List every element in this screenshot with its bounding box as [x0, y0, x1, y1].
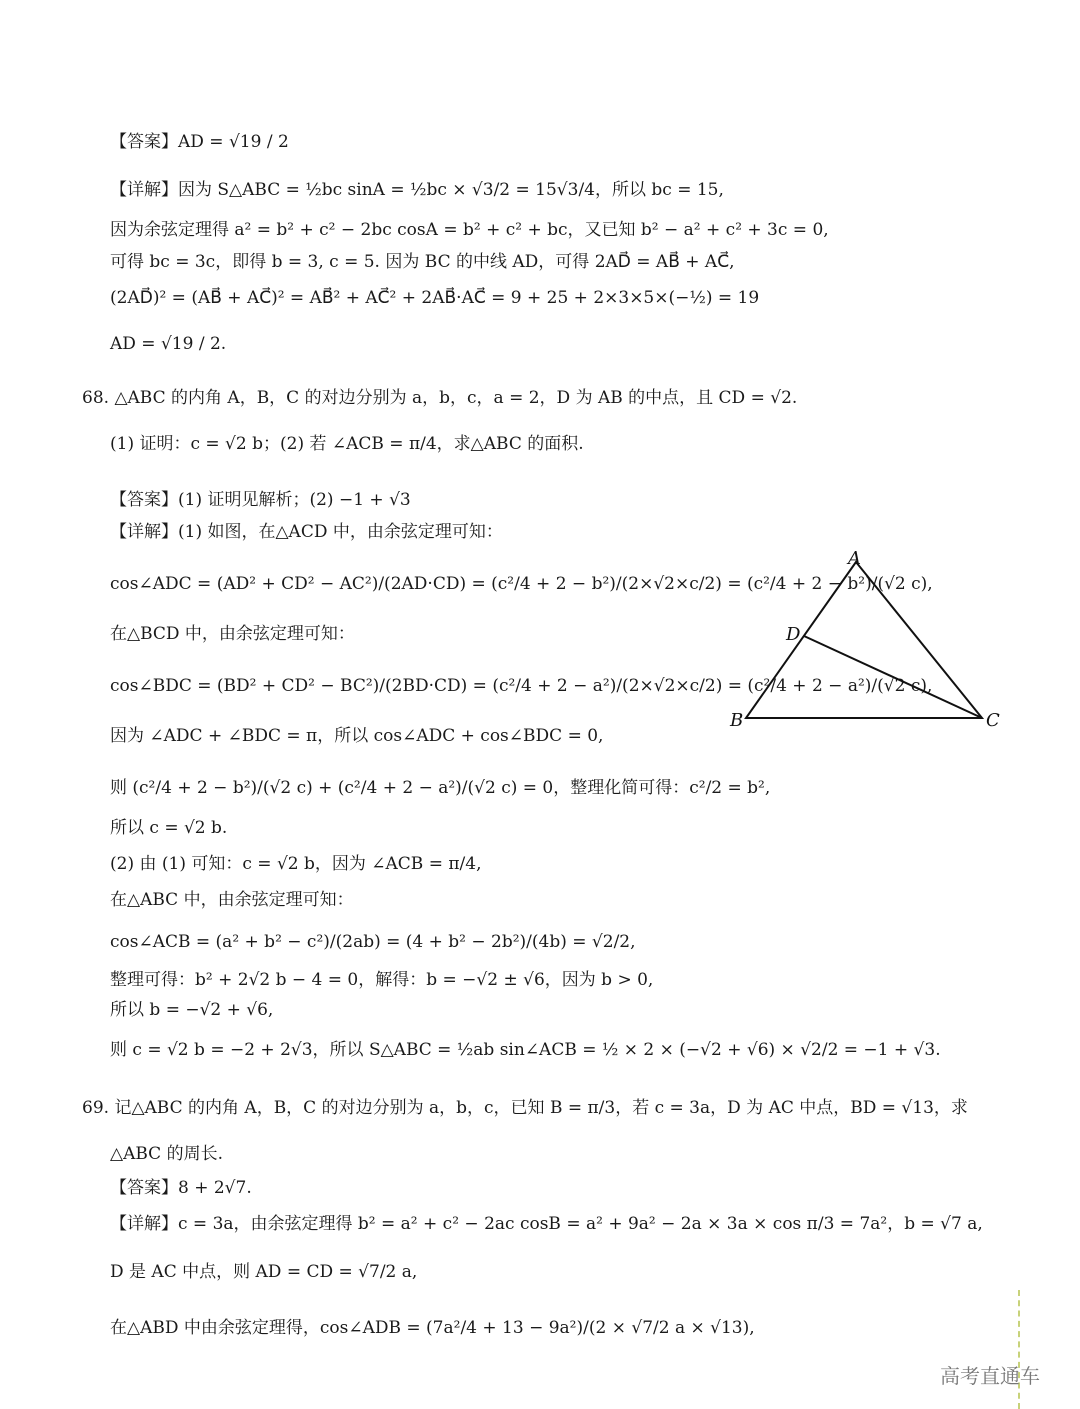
text-line: 整理可得：b² + 2√2 b − 4 = 0，解得：b = −√2 ± √6，因为 b > 0, — [110, 970, 654, 990]
text-line: cos∠ADC = (AD² + CD² − AC²)/(2AD·CD) = (c²/4 + 2 − b²)/(2×√2×c/2) = (c²/4 + 2 − b²)/(√2 c), — [110, 574, 933, 594]
question-line: 69. 记△ABC 的内角 A，B，C 的对边分别为 a，b，c，已知 B = π/3，若 c = 3a，D 为 AC 中点，BD = √13，求 — [82, 1098, 968, 1118]
question-line: 68. △ABC 的内角 A，B，C 的对边分别为 a，b，c，a = 2，D 为 AB 的中点，且 CD = √2. — [82, 388, 798, 408]
text-line: 在△ABC 中，由余弦定理可知： — [110, 890, 354, 910]
text-line: D 是 AC 中点，则 AD = CD = √7/2 a, — [110, 1262, 418, 1282]
label-d: D — [786, 624, 801, 645]
text-line: 所以 b = −√2 + √6, — [110, 1000, 274, 1020]
text-line: 【答案】8 + 2√7. — [110, 1178, 252, 1198]
text-line: 【详解】(1) 如图，在△ACD 中，由余弦定理可知： — [110, 522, 503, 542]
text-line: 【详解】因为 S△ABC = ½bc sinA = ½bc × √3/2 = 15√3/4，所以 bc = 15, — [110, 180, 724, 200]
text-line: 【答案】(1) 证明见解析；(2) −1 + √3 — [110, 490, 411, 510]
label-c: C — [986, 710, 1000, 731]
text-line: 可得 bc = 3c，即得 b = 3, c = 5. 因为 BC 的中线 AD，可得 2AD⃗ = AB⃗ + AC⃗, — [110, 252, 735, 272]
text-line: 在△ABD 中由余弦定理得，cos∠ADB = (7a²/4 + 13 − 9a²)/(2 × √7/2 a × √13), — [110, 1318, 755, 1338]
text-line: 则 (c²/4 + 2 − b²)/(√2 c) + (c²/4 + 2 − a²)/(√2 c) = 0，整理化简可得：c²/2 = b², — [110, 778, 771, 798]
text-line: 在△BCD 中，由余弦定理可知： — [110, 624, 355, 644]
dashed-divider — [1018, 1290, 1020, 1409]
text-line: cos∠ACB = (a² + b² − c²)/(2ab) = (4 + b² − 2b²)/(4b) = √2/2, — [110, 932, 636, 952]
text-line: AD = √19 / 2. — [110, 334, 227, 354]
text-line: 因为余弦定理得 a² = b² + c² − 2bc cosA = b² + c² + bc，又已知 b² − a² + c² + 3c = 0, — [110, 220, 829, 240]
text-line: 【详解】c = 3a，由余弦定理得 b² = a² + c² − 2ac cosB = a² + 9a² − 2a × 3a × cos π/3 = 7a²，b = √7 a, — [110, 1214, 983, 1234]
text-line: 则 c = √2 b = −2 + 2√3，所以 S△ABC = ½ab sin∠ACB = ½ × 2 × (−√2 + √6) × √2/2 = −1 + √3. — [110, 1040, 941, 1060]
text-line: △ABC 的周长. — [110, 1144, 223, 1164]
text-line: 因为 ∠ADC + ∠BDC = π，所以 cos∠ADC + cos∠BDC = 0, — [110, 726, 604, 746]
text-line: cos∠BDC = (BD² + CD² − BC²)/(2BD·CD) = (c²/4 + 2 − a²)/(2×√2×c/2) = (c²/4 + 2 − a²)/(√2 c), — [110, 676, 933, 696]
label-a: A — [848, 548, 861, 569]
triangle-abc — [746, 562, 982, 718]
triangle-figure — [722, 540, 1012, 740]
text-line: (1) 证明：c = √2 b；(2) 若 ∠ACB = π/4，求△ABC 的面积. — [110, 434, 584, 454]
text-line: 所以 c = √2 b. — [110, 818, 228, 838]
label-b: B — [730, 710, 744, 731]
text-line: 【答案】AD = √19 / 2 — [110, 132, 289, 152]
text-line: (2AD⃗)² = (AB⃗ + AC⃗)² = AB⃗² + AC⃗² + 2AB⃗·AC⃗ = 9 + 25 + 2×3×5×(−½) = 19 — [110, 288, 760, 308]
text-line: (2) 由 (1) 可知：c = √2 b，因为 ∠ACB = π/4, — [110, 854, 482, 874]
median-cd — [804, 636, 982, 718]
watermark: 高考直通车 — [940, 1364, 1040, 1388]
